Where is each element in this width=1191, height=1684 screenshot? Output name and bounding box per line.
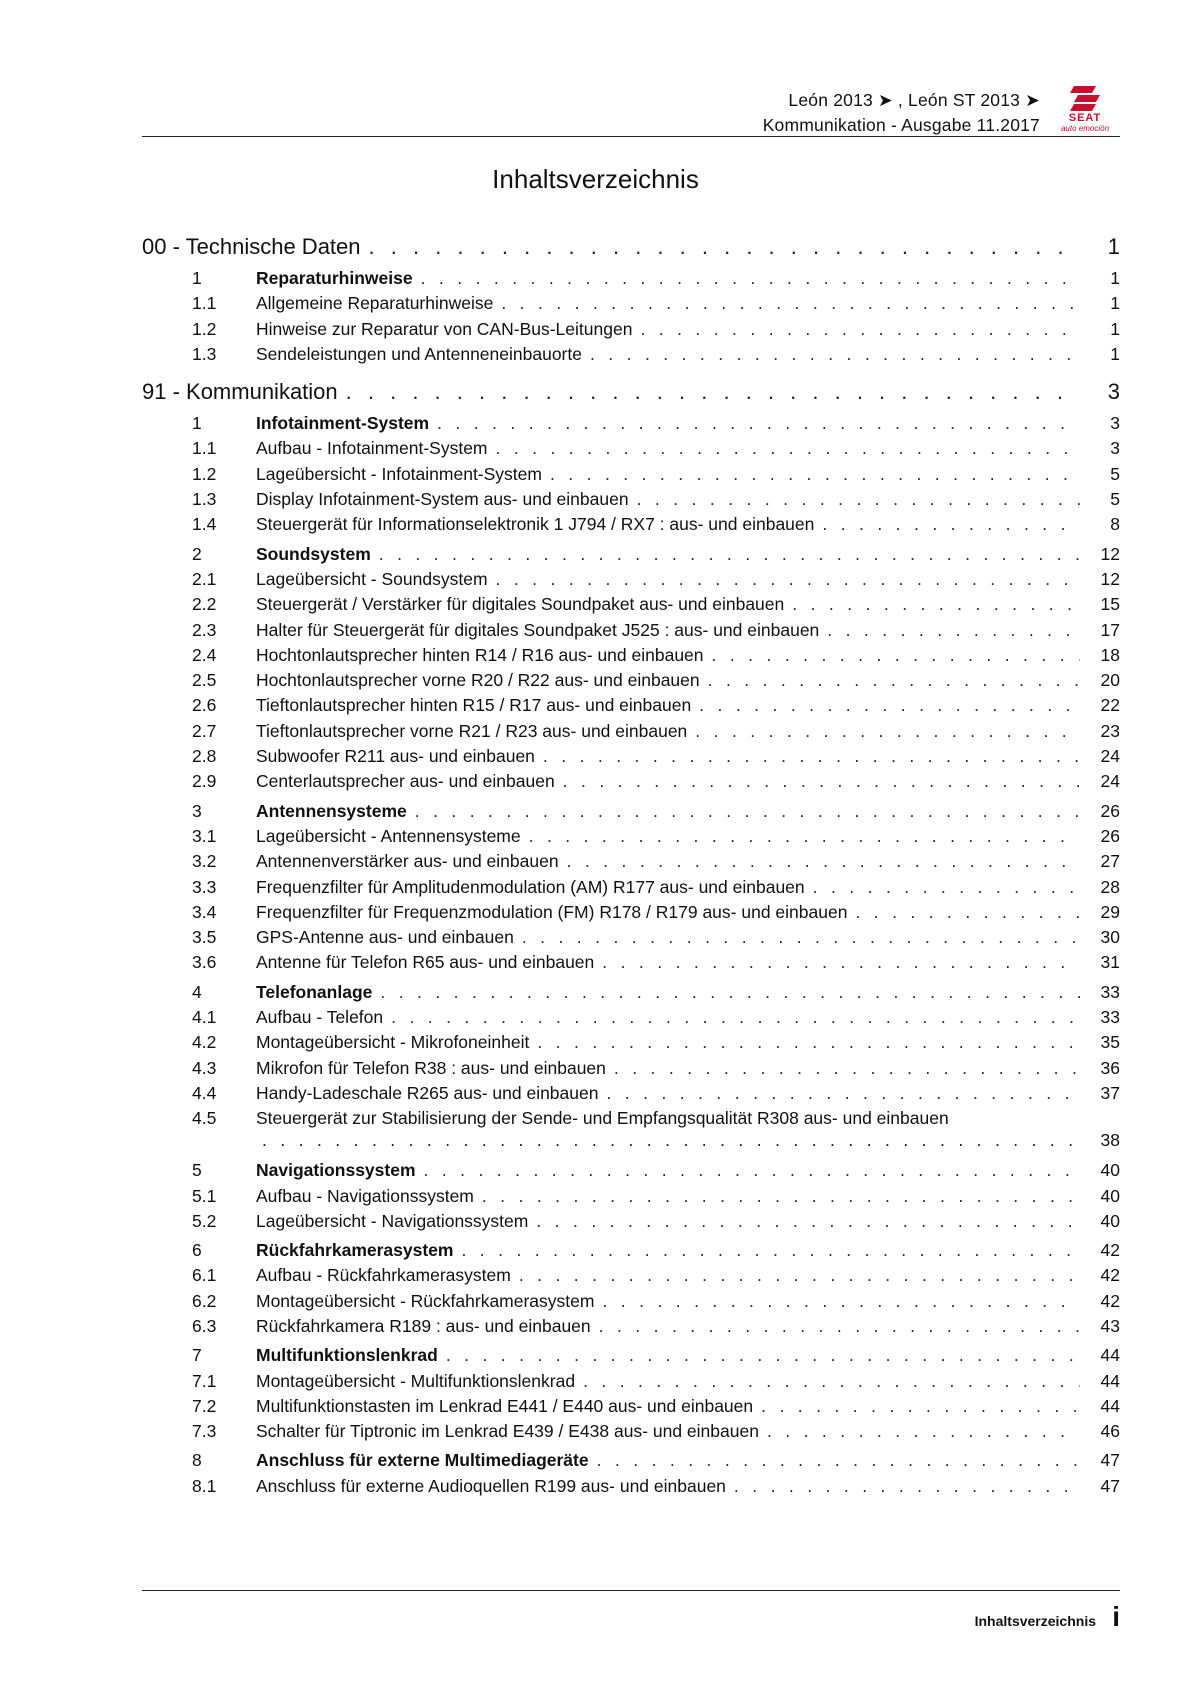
footer-page-number: i (1112, 1601, 1120, 1632)
toc-entry[interactable] (142, 643, 1120, 668)
toc-page: 1 (1110, 343, 1120, 364)
toc-label: Reparaturhinweise (256, 268, 413, 288)
toc-label: Anschluss für externe Audioquellen R199 aus- und einbauen (256, 1475, 726, 1496)
toc-number: 3.4 (192, 901, 217, 922)
toc-label: Tieftonlautsprecher hinten R15 / R17 aus- und einbauen (256, 695, 692, 716)
toc-number: 6.3 (192, 1315, 217, 1336)
toc-page: 5 (1110, 463, 1120, 484)
toc-label: Subwoofer R211 aus- und einbauen (256, 746, 535, 767)
toc-label: Lageübersicht - Infotainment-System (256, 463, 542, 484)
toc-label: Infotainment-System (256, 413, 430, 434)
toc-number: 3.6 (192, 952, 217, 973)
toc-page: 3 (1110, 413, 1120, 434)
leader-dots (262, 1128, 1080, 1153)
toc-label: Montageübersicht - Rückfahrkamerasystem (256, 1290, 595, 1311)
toc-entry[interactable] (142, 769, 1120, 794)
toc-entry[interactable] (142, 317, 1120, 342)
toc-page: 27 (1100, 851, 1120, 872)
toc-chapter[interactable] (142, 377, 1120, 407)
toc-entry[interactable] (142, 1030, 1120, 1055)
leader-dots (437, 411, 1080, 436)
toc-page: 22 (1100, 695, 1120, 716)
toc-page: 8 (1110, 514, 1120, 535)
toc-section[interactable] (142, 411, 1120, 436)
toc-label: Frequenzfilter für Frequenzmodulation (FM) R178 / R179 aus- und einbauen (256, 901, 848, 922)
toc-number: 4.4 (192, 1082, 217, 1103)
toc-number: 2.8 (192, 746, 217, 767)
toc-number: 3.3 (192, 876, 217, 897)
toc-page: 1 (1110, 318, 1120, 339)
toc-entry[interactable] (142, 1394, 1120, 1419)
leader-dots (712, 643, 1080, 668)
toc-entry[interactable] (142, 1106, 1120, 1154)
leader-dots (813, 875, 1080, 900)
toc-entry[interactable] (142, 1005, 1120, 1030)
toc-label: Rückfahrkamera R189 : aus- und einbauen (256, 1315, 591, 1336)
header-text (763, 88, 1040, 138)
leader-dots (529, 824, 1080, 849)
toc-entry[interactable] (142, 436, 1120, 461)
leader-dots (522, 925, 1080, 950)
toc-page: 26 (1100, 800, 1120, 821)
toc-number: 3.2 (192, 851, 217, 872)
leader-dots (563, 769, 1080, 794)
toc-number: 7.1 (192, 1370, 217, 1391)
toc-number: 4.1 (192, 1007, 217, 1028)
toc-number: 2.1 (192, 568, 217, 589)
toc-entry[interactable] (142, 1419, 1120, 1444)
leader-dots (346, 377, 1080, 407)
toc-number: 2.4 (192, 644, 217, 665)
toc-entry[interactable] (142, 668, 1120, 693)
leader-dots (369, 232, 1080, 262)
toc-label: Hochtonlautsprecher vorne R20 / R22 aus- und einbauen (256, 670, 700, 691)
toc-page: 42 (1100, 1290, 1120, 1311)
toc-page: 28 (1100, 876, 1120, 897)
leader-dots (536, 1209, 1080, 1234)
toc-entry[interactable] (142, 1263, 1120, 1288)
toc-label: Aufbau - Navigationssystem (256, 1185, 474, 1206)
toc-number: 2.7 (192, 720, 217, 741)
toc-entry[interactable] (142, 875, 1120, 900)
toc-number: 6.1 (192, 1265, 217, 1286)
toc-page: 15 (1100, 594, 1120, 615)
toc-number: 2.2 (192, 594, 217, 615)
seat-logo-icon (1068, 84, 1102, 112)
leader-dots (734, 1474, 1080, 1499)
leader-dots (640, 317, 1080, 342)
leader-dots (792, 592, 1080, 617)
toc-page: 33 (1100, 981, 1120, 1002)
toc-page: 1 (1107, 234, 1120, 259)
toc-page: 38 (1100, 1130, 1120, 1151)
toc-entry[interactable] (142, 487, 1120, 512)
toc-number: 1.3 (192, 489, 217, 510)
leader-dots (496, 436, 1081, 461)
toc-section[interactable] (142, 1238, 1120, 1263)
toc-page: 20 (1100, 670, 1120, 691)
toc-number: 1.1 (192, 438, 217, 459)
toc-entry[interactable] (142, 900, 1120, 925)
toc-entry[interactable] (142, 291, 1120, 316)
toc-page: 23 (1100, 720, 1120, 741)
toc-entry[interactable] (142, 950, 1120, 975)
toc-page: 1 (1110, 293, 1120, 314)
toc-label: Rückfahrkamerasystem (256, 1240, 454, 1261)
toc-page: 1 (1110, 268, 1120, 288)
toc-page: 5 (1110, 489, 1120, 510)
toc-number: 6 (192, 1240, 202, 1261)
toc-number: 7.3 (192, 1421, 217, 1442)
toc-page: 18 (1100, 644, 1120, 665)
toc-page: 26 (1100, 825, 1120, 846)
toc-label: Aufbau - Infotainment-System (256, 438, 488, 459)
toc-label: Lageübersicht - Navigationssystem (256, 1210, 529, 1231)
leader-dots (822, 512, 1080, 537)
leader-dots (519, 1263, 1080, 1288)
toc-page: 43 (1100, 1315, 1120, 1336)
toc-number: 3 (192, 800, 202, 821)
toc-entry[interactable] (142, 824, 1120, 849)
toc-page: 40 (1100, 1210, 1120, 1231)
toc-label: Lageübersicht - Soundsystem (256, 568, 488, 589)
leader-dots (767, 1419, 1080, 1444)
toc-page: 42 (1100, 1240, 1120, 1261)
toc-entry[interactable] (142, 1289, 1120, 1314)
leader-dots (379, 542, 1080, 567)
toc-section[interactable] (142, 799, 1120, 824)
toc-page: 3 (1110, 438, 1120, 459)
toc-label: Allgemeine Reparaturhinweise (256, 293, 494, 314)
toc-number: 7.2 (192, 1395, 217, 1416)
toc-entry[interactable] (142, 462, 1120, 487)
toc-number: 2 (192, 543, 202, 564)
toc-number: 3.1 (192, 825, 217, 846)
leader-dots (421, 266, 1080, 291)
leader-dots (482, 1184, 1080, 1209)
toc-number: 1 (192, 413, 202, 434)
toc-number: 6.2 (192, 1290, 217, 1311)
toc-entry[interactable] (142, 618, 1120, 643)
toc-label: Montageübersicht - Mikrofoneinheit (256, 1032, 530, 1053)
leader-dots (501, 291, 1080, 316)
toc-page: 40 (1100, 1185, 1120, 1206)
toc-page: 36 (1100, 1057, 1120, 1078)
leader-dots (597, 1448, 1080, 1473)
toc-entry[interactable] (142, 1081, 1120, 1106)
toc-page: 44 (1100, 1345, 1120, 1366)
leader-dots (550, 462, 1080, 487)
leader-dots (855, 900, 1080, 925)
toc-label: Multifunktionstasten im Lenkrad E441 / E440 aus- und einbauen (256, 1395, 754, 1416)
logo-slogan: auto emoción (1060, 124, 1110, 133)
toc-label: Aufbau - Rückfahrkamerasystem (256, 1265, 511, 1286)
toc-section[interactable] (142, 1343, 1120, 1368)
toc-entry[interactable] (142, 719, 1120, 744)
toc-number: 2.6 (192, 695, 217, 716)
toc-entry[interactable] (142, 925, 1120, 950)
page-footer (142, 1590, 1120, 1632)
toc-number: 2.9 (192, 771, 217, 792)
toc-entry[interactable] (142, 1209, 1120, 1234)
leader-dots (602, 950, 1080, 975)
toc-page: 44 (1100, 1395, 1120, 1416)
leader-dots (827, 618, 1080, 643)
leader-dots (761, 1394, 1080, 1419)
toc-page: 33 (1100, 1007, 1120, 1028)
toc-number: 2.5 (192, 670, 217, 691)
leader-dots (602, 1289, 1080, 1314)
leader-dots (537, 1030, 1080, 1055)
toc-page: 3 (1107, 379, 1120, 405)
toc-entry[interactable] (142, 342, 1120, 367)
leader-dots (461, 1238, 1080, 1263)
toc-section[interactable] (142, 980, 1120, 1005)
toc-number: 4.3 (192, 1057, 217, 1078)
toc-entry[interactable] (142, 1314, 1120, 1339)
toc-chapter[interactable] (142, 232, 1120, 262)
toc-number: 8.1 (192, 1475, 217, 1496)
toc-page: 31 (1100, 952, 1120, 973)
toc-label: Multifunktionslenkrad (256, 1345, 438, 1366)
leader-dots (599, 1314, 1080, 1339)
toc-section[interactable] (142, 266, 1120, 291)
toc-number: 4.2 (192, 1032, 217, 1053)
toc-label: Hochtonlautsprecher hinten R14 / R16 aus- und einbauen (256, 644, 704, 665)
leader-dots (699, 693, 1080, 718)
toc-entry[interactable] (142, 512, 1120, 537)
toc-number: 2.3 (192, 619, 217, 640)
seat-logo (1050, 84, 1120, 134)
toc-label: Lageübersicht - Antennensysteme (256, 825, 521, 846)
toc-page: 37 (1100, 1082, 1120, 1103)
toc-entry[interactable] (142, 1184, 1120, 1209)
toc-entry[interactable] (142, 1056, 1120, 1081)
toc-page: 42 (1100, 1265, 1120, 1286)
toc-number: 5 (192, 1160, 202, 1181)
toc-page: 24 (1100, 746, 1120, 767)
toc-entry[interactable] (142, 693, 1120, 718)
table-of-contents (142, 232, 1120, 1499)
logo-brand: SEAT (1068, 112, 1102, 124)
toc-label: Aufbau - Telefon (256, 1007, 384, 1028)
toc-entry[interactable] (142, 1474, 1120, 1499)
toc-number: 4 (192, 981, 202, 1002)
toc-page: 29 (1100, 901, 1120, 922)
toc-number: 1.1 (192, 293, 217, 314)
leader-dots (708, 668, 1080, 693)
toc-label: Hinweise zur Reparatur von CAN-Bus-Leitungen (256, 318, 633, 339)
toc-label: Navigationssystem (256, 1160, 416, 1181)
toc-label: Antenne für Telefon R65 aus- und einbauen (256, 952, 595, 973)
toc-label: 00 - Technische Daten (142, 234, 361, 259)
toc-page: 40 (1100, 1160, 1120, 1181)
leader-dots (380, 980, 1080, 1005)
leader-dots (446, 1343, 1080, 1368)
toc-label: Mikrofon für Telefon R38 : aus- und einbauen (256, 1057, 606, 1078)
toc-number: 1.2 (192, 463, 217, 484)
toc-label: GPS-Antenne aus- und einbauen (256, 927, 514, 948)
leader-dots (637, 487, 1080, 512)
toc-label: Frequenzfilter für Amplitudenmodulation (AM) R177 aus- und einbauen (256, 876, 805, 897)
toc-page: 12 (1100, 568, 1120, 589)
toc-label: Display Infotainment-System aus- und einbauen (256, 489, 629, 510)
toc-page: 47 (1100, 1475, 1120, 1496)
toc-label: Steuergerät für Informationselektronik 1 J794 / RX7 : aus- und einbauen (256, 514, 815, 535)
toc-label: Sendeleistungen und Antenneneinbauorte (256, 343, 582, 364)
toc-label: Tieftonlautsprecher vorne R21 / R23 aus- und einbauen (256, 720, 688, 741)
page-title: Inhaltsverzeichnis (492, 164, 699, 194)
toc-page: 47 (1100, 1450, 1120, 1471)
leader-dots (567, 849, 1080, 874)
toc-number: 7 (192, 1345, 202, 1366)
header-model-line: León 2013 ➤ , León ST 2013 ➤ (788, 90, 1040, 110)
toc-label: Anschluss für externe Multimediageräte (256, 1450, 589, 1471)
toc-page: 30 (1100, 927, 1120, 948)
toc-page: 44 (1100, 1370, 1120, 1391)
toc-label: Antennensysteme (256, 800, 407, 821)
toc-section[interactable] (142, 1448, 1120, 1473)
leader-dots (415, 799, 1080, 824)
toc-label: Halter für Steuergerät für digitales Soundpaket J525 : aus- und einbauen (256, 619, 820, 640)
header-edition-line: Kommunikation - Ausgabe 11.2017 (762, 115, 1040, 135)
toc-entry[interactable] (142, 592, 1120, 617)
toc-label: Telefonanlage (256, 981, 373, 1002)
toc-label: 91 - Kommunikation (142, 379, 338, 405)
toc-label: Centerlautsprecher aus- und einbauen (256, 771, 555, 792)
toc-label: Soundsystem (256, 543, 371, 564)
toc-section[interactable] (142, 1158, 1120, 1183)
toc-label: Steuergerät zur Stabilisierung der Sende- und Empfangsqualität R308 aus- und einbauen (256, 1108, 949, 1129)
toc-entry[interactable] (142, 567, 1120, 592)
leader-dots (590, 342, 1080, 367)
page-header (142, 84, 1120, 137)
leader-dots (583, 1369, 1080, 1394)
toc-page: 12 (1100, 543, 1120, 564)
toc-number: 1.2 (192, 318, 217, 339)
leader-dots (543, 744, 1080, 769)
toc-section[interactable] (142, 542, 1120, 567)
toc-entry[interactable] (142, 1369, 1120, 1394)
toc-label: Schalter für Tiptronic im Lenkrad E439 / E438 aus- und einbauen (256, 1421, 759, 1442)
leader-dots (391, 1005, 1080, 1030)
leader-dots (606, 1081, 1080, 1106)
toc-number: 1.4 (192, 514, 217, 535)
toc-label: Montageübersicht - Multifunktionslenkrad (256, 1370, 576, 1391)
leader-dots (614, 1056, 1080, 1081)
toc-page: 46 (1100, 1421, 1120, 1442)
toc-entry[interactable] (142, 849, 1120, 874)
leader-dots (695, 719, 1080, 744)
toc-number: 3.5 (192, 927, 217, 948)
toc-number: 4.5 (192, 1108, 217, 1129)
toc-number: 1 (192, 268, 202, 288)
toc-label: Steuergerät / Verstärker für digitales Soundpaket aus- und einbauen (256, 594, 785, 615)
toc-page: 24 (1100, 771, 1120, 792)
toc-number: 1.3 (192, 343, 217, 364)
toc-page: 35 (1100, 1032, 1120, 1053)
toc-number: 5.1 (192, 1185, 217, 1206)
toc-page: 17 (1100, 619, 1120, 640)
leader-dots (424, 1158, 1080, 1183)
toc-number: 8 (192, 1450, 202, 1471)
toc-label: Handy-Ladeschale R265 aus- und einbauen (256, 1082, 599, 1103)
toc-entry[interactable] (142, 744, 1120, 769)
footer-label: Inhaltsverzeichnis (974, 1613, 1096, 1629)
leader-dots (496, 567, 1080, 592)
toc-label: Antennenverstärker aus- und einbauen (256, 851, 559, 872)
toc-number: 5.2 (192, 1210, 217, 1231)
